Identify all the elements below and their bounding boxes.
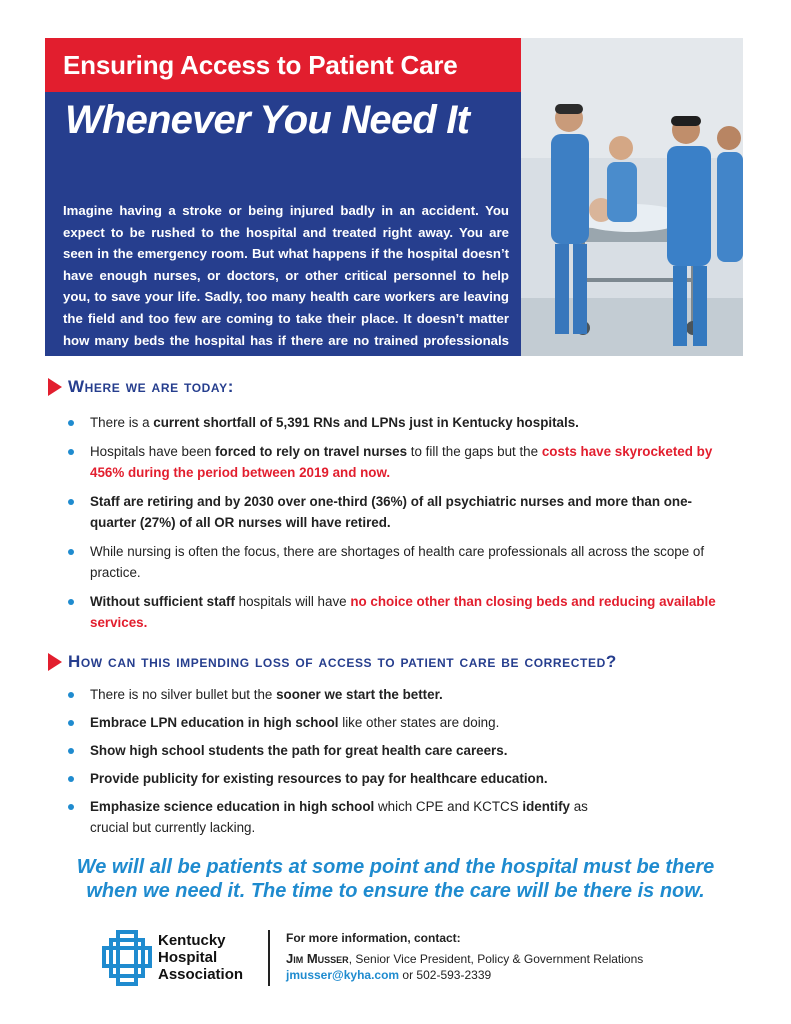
item-text: hospitals will have <box>234 594 351 609</box>
today-bullet-list <box>68 412 738 633</box>
hero-subtitle: Ensuring Access to Patient Care <box>63 50 458 80</box>
list-item <box>68 684 738 705</box>
item-red-text: no choice other than closing beds and reducing available services. <box>90 594 716 630</box>
item-text: Hospitals have been <box>90 444 216 459</box>
contact-email-link[interactable]: jmusser@kyha.com <box>286 968 400 982</box>
list-item <box>68 441 738 483</box>
item-red-text: costs have skyrocketed by 456% during the period between 2019 and now. <box>90 444 713 480</box>
list-item <box>68 591 738 633</box>
list-item <box>68 712 738 733</box>
hero-text-panel <box>45 92 521 370</box>
item-bold-text: identify <box>522 799 570 814</box>
closing-statement <box>30 855 761 903</box>
section-where-we-are-today <box>48 377 234 397</box>
section-heading: Where we are today: <box>68 377 234 396</box>
item-bold-text: current shortfall of 5,391 RNs and LPNs just in Kentucky hospitals. <box>153 415 579 430</box>
item-text: to fill the gaps but the <box>407 444 542 459</box>
list-item <box>68 740 738 761</box>
item-text: There is no silver bullet but the <box>90 687 277 702</box>
hero-photo-emergency-team <box>521 38 743 356</box>
contact-email-line <box>286 967 643 983</box>
list-item <box>68 412 738 433</box>
red-arrow-icon <box>48 653 62 671</box>
contact-phone: or 502-593-2339 <box>399 968 492 982</box>
section-how-to-correct <box>48 652 617 672</box>
hero-photo-illustration <box>521 38 743 356</box>
kha-cross-logo-icon <box>102 930 152 986</box>
contact-block <box>286 930 643 983</box>
item-bold-text: forced to rely on travel nurses <box>215 444 408 459</box>
item-text: There is a <box>90 415 154 430</box>
red-arrow-icon <box>48 378 62 396</box>
contact-name-line <box>286 951 643 967</box>
logo-line: Kentucky <box>158 932 226 949</box>
item-text: like other states are doing. <box>338 715 500 730</box>
item-bold-text: Show high school students the path for great health care careers. <box>90 743 508 758</box>
item-bold-text: Embrace LPN education in high school <box>90 715 339 730</box>
item-bold-text: Emphasize science education in high school <box>90 799 375 814</box>
closing-line: We will all be patients at some point and the hospital must be there <box>76 856 715 878</box>
item-bold-text: Without sufficient staff <box>90 594 235 609</box>
list-item <box>68 768 738 789</box>
section-heading: How can this impending loss of access to patient care be corrected? <box>68 652 617 671</box>
item-bold-text: sooner we start the better. <box>276 687 443 702</box>
item-bold-text: Provide publicity for existing resources to pay for healthcare education. <box>90 771 548 786</box>
item-text: as crucial but currently lacking. <box>90 799 588 835</box>
logo-line: Hospital <box>158 949 218 966</box>
hero-title: Whenever You Need It <box>65 98 470 142</box>
item-text: While nursing is often the focus, there are shortages of health care professionals all across the scope of practice. <box>90 544 705 580</box>
logo-line: Association <box>158 966 244 983</box>
footer-divider <box>268 930 270 986</box>
contact-name: Jim Musser <box>286 951 349 966</box>
corrections-bullet-list <box>68 684 738 838</box>
hero-banner <box>45 38 743 370</box>
hero-title-bar <box>45 38 521 92</box>
list-item <box>68 541 738 583</box>
list-item <box>68 796 628 838</box>
list-item <box>68 491 738 533</box>
closing-line: when we need it. The time to ensure the care will be there is now. <box>86 880 705 902</box>
item-text: which CPE and KCTCS <box>374 799 523 814</box>
kha-logo <box>102 930 267 986</box>
kha-wordmark <box>158 932 243 983</box>
hero-intro: Imagine having a stroke or being injured badly in an accident. You expect to be rushed to the hospital and treated right away. You are seen in the emergency room. But what happens if the hospital doesn’t have enough nurses, or doctors, or other critical personnel to help you, to save your life. Sadly, too many health care workers are leaving the field and too few are coming to take their place. It doesn’t matter how many beds the hospital has if there are no trained professionals to care for you. <box>63 203 509 370</box>
contact-title: , Senior Vice President, Policy & Government Relations <box>348 952 644 966</box>
item-bold-text: Staff are retiring and by 2030 over one-third (36%) of all psychiatric nurses and more than one-quarter (27%) of all OR nurses will have retired. <box>90 494 692 530</box>
contact-heading: For more information, contact: <box>286 931 461 945</box>
